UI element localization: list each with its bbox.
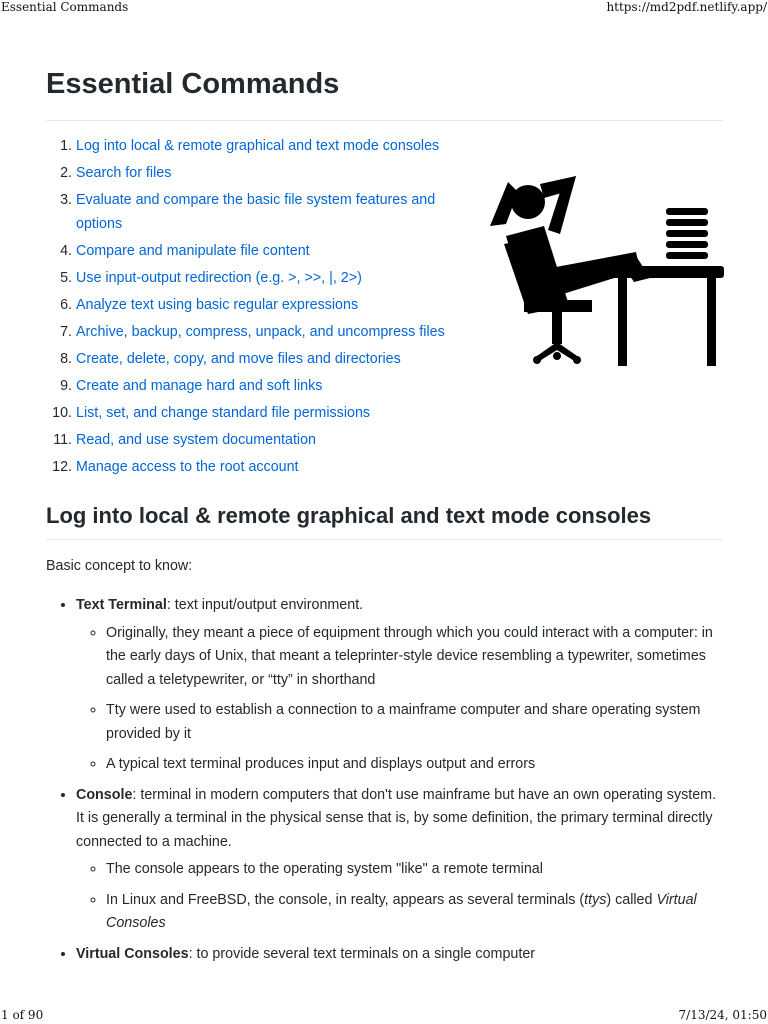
list-item: ◦ Originally, they meant a piece of equipment through which you could interact with a computer: in the early days of Unix, that meant a teleprinter-style device resembling a typewriter, sometimes called a teletypewriter, or “tty” in shorthand xyxy=(106,622,723,693)
toc-item xyxy=(76,161,476,185)
print-header xyxy=(0,0,768,16)
toc-link-12[interactable]: Manage access to the root account xyxy=(76,459,299,475)
term-console: Console xyxy=(76,786,133,803)
list-item: ◦ A typical text terminal produces input and displays output and errors xyxy=(106,753,723,777)
page-counter: 1 of 90 xyxy=(1,1008,44,1022)
page-title: Essential Commands xyxy=(46,60,723,121)
table-of-contents xyxy=(46,134,723,479)
sub-list xyxy=(76,858,723,936)
toc-link-1[interactable]: Log into local & remote graphical and text mode consoles xyxy=(76,138,440,154)
rich-text-part: ) called xyxy=(606,891,657,908)
person-at-desk-illustration xyxy=(488,174,728,370)
concept-list xyxy=(46,594,723,966)
toc-item xyxy=(76,455,476,479)
toc-item xyxy=(76,374,476,398)
toc-item xyxy=(76,347,476,371)
toc-link-4[interactable]: Compare and manipulate file content xyxy=(76,243,310,259)
toc-item xyxy=(76,239,476,263)
toc-link-7[interactable]: Archive, backup, compress, unpack, and uncompress files xyxy=(76,324,445,340)
term-virtual-consoles: Virtual Consoles xyxy=(76,945,189,962)
toc-item xyxy=(76,266,476,290)
rich-text-part: In Linux and FreeBSD, the console, in realty, appears as several terminals ( xyxy=(106,891,585,908)
term-text-terminal: Text Terminal xyxy=(76,597,167,613)
toc-item xyxy=(76,320,476,344)
toc-list xyxy=(46,134,476,479)
toc-item xyxy=(76,428,476,452)
list-item xyxy=(76,943,723,967)
term-description: : to provide several text terminals on a single computer xyxy=(188,945,536,962)
toc-link-6[interactable]: Analyze text using basic regular expressions xyxy=(76,297,359,313)
list-item xyxy=(76,594,723,777)
toc-link-2[interactable]: Search for files xyxy=(76,165,172,181)
section-intro: Basic concept to know: xyxy=(46,558,193,574)
toc-item xyxy=(76,401,476,425)
emphasis-virtual-consoles: Virtual Consoles xyxy=(106,891,697,931)
list-item xyxy=(106,889,723,936)
document-body xyxy=(46,60,723,972)
print-header-title: Essential Commands xyxy=(1,0,129,14)
sub-list xyxy=(76,622,723,777)
term-description: : text input/output environment. xyxy=(166,597,364,613)
toc-link-8[interactable]: Create, delete, copy, and move files and directories xyxy=(76,351,401,367)
print-datetime: 7/13/24, 01:50 xyxy=(678,1008,767,1022)
toc-link-9[interactable]: Create and manage hard and soft links xyxy=(76,378,323,394)
toc-link-10[interactable]: List, set, and change standard file permissions xyxy=(76,405,371,421)
list-item: ◦ The console appears to the operating system "like" a remote terminal xyxy=(106,858,723,882)
toc-link-11[interactable]: Read, and use system documentation xyxy=(76,432,317,448)
list-item: ◦ Tty were used to establish a connection to a mainframe computer and share operating system provided by it xyxy=(106,699,723,746)
toc-link-3[interactable]: Evaluate and compare the basic file system features and options xyxy=(76,192,436,232)
toc-item xyxy=(76,293,476,317)
section-heading: Log into local & remote graphical and text mode consoles xyxy=(46,501,723,540)
term-description: : terminal in modern computers that don't use mainframe but have an own operating system. It is generally a terminal in the physical sense that is, by some definition, the primary terminal directly connected to a machine. xyxy=(76,786,717,850)
toc-item xyxy=(76,134,476,158)
emphasis-ttys: ttys xyxy=(584,891,607,908)
print-header-url: https://md2pdf.netlify.app/ xyxy=(606,0,767,14)
toc-link-5[interactable]: Use input-output redirection (e.g. >, >>, |, 2>) xyxy=(76,270,362,286)
toc-item xyxy=(76,188,476,236)
list-item xyxy=(76,784,723,936)
print-footer xyxy=(0,1008,768,1024)
